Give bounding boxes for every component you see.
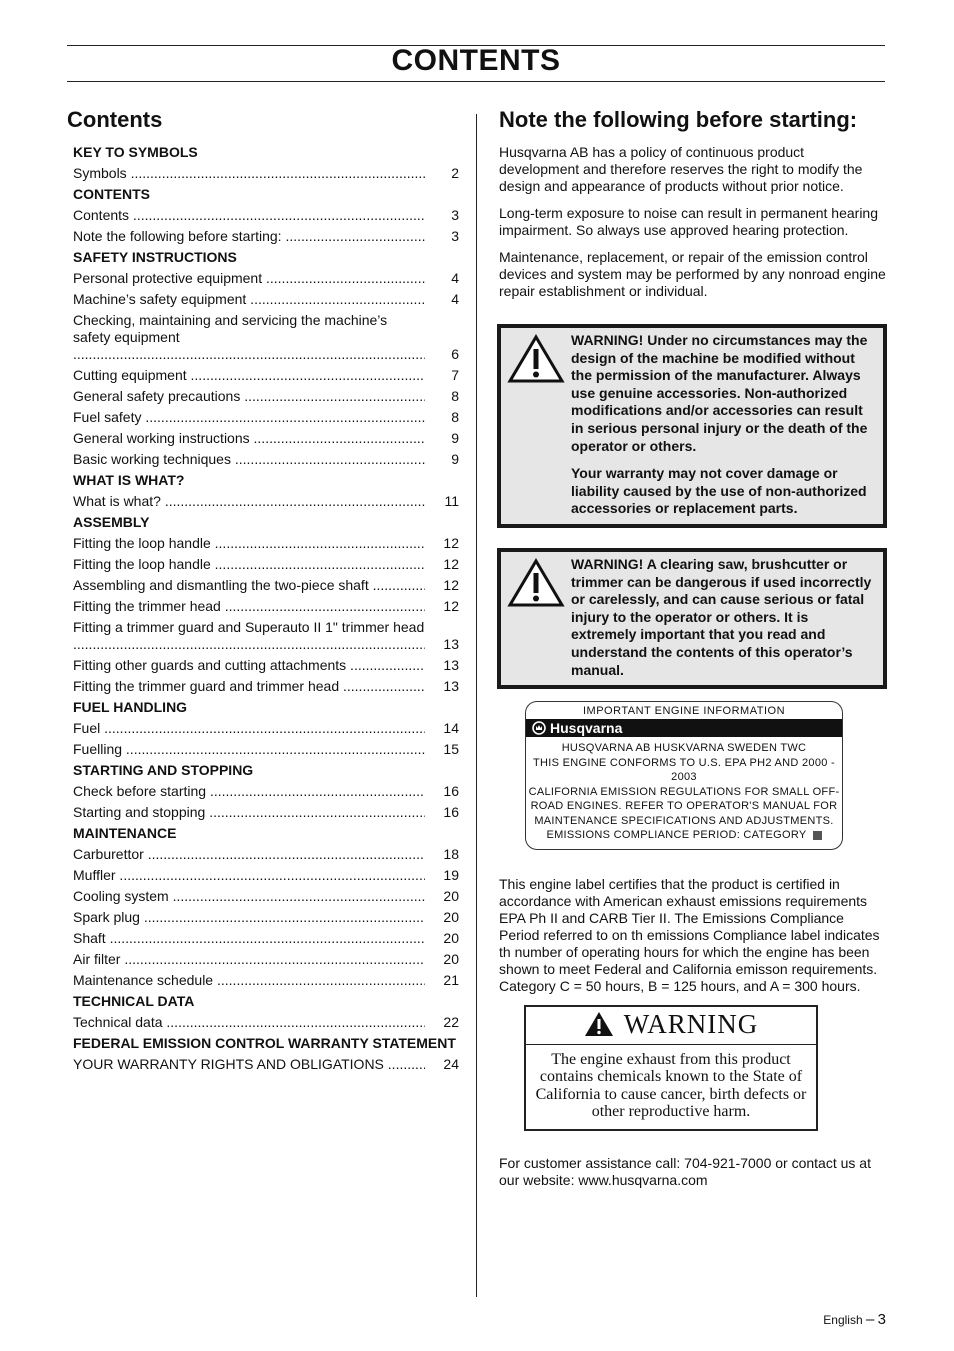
toc-entry-page: 4 [451, 270, 459, 286]
engine-label-category-row [526, 828, 842, 843]
toc-entry-page: 22 [443, 1014, 459, 1030]
maintenance-paragraph: Maintenance, replacement, or repair of the emission control devices and system may be performed by any nonroad engine repair establishment or individual. [499, 249, 886, 299]
noise-paragraph: Long-term exposure to noise can result in permanent hearing impairment. So always use approved hearing protection. [499, 205, 878, 238]
notes-column [499, 106, 887, 1199]
warning-text: WARNING! Under no circumstances may the design of the machine be modified without the permission of the manufacturer. Always use genuine accessories. Non-authorized modifications and/or accessories can result in serious personal injury or the death of the operator or others. [571, 332, 868, 454]
toc-entry-title: Assembling and dismantling the two-piece shaft ..... [73, 577, 425, 594]
table-of-contents [67, 144, 459, 1073]
toc-section-heading: FEDERAL EMISSION CONTROL WARRANTY STATEMENT [73, 1035, 456, 1051]
toc-entry [73, 846, 459, 863]
toc-entry [73, 972, 459, 989]
toc-entry-title: YOUR WARRANTY RIGHTS AND OBLIGATIONS ..... [73, 1056, 425, 1073]
policy-paragraph: Husqvarna AB has a policy of continuous product development and therefore reserves the right to modify the design and appearance of products without prior notice. [499, 144, 863, 194]
toc-entry-title: Cooling system ..... [73, 888, 425, 905]
toc-entry [73, 657, 459, 674]
toc-entry-title: Cutting equipment ..... [73, 367, 425, 384]
toc-entry-title: Starting and stopping ..... [73, 804, 425, 821]
toc-entry-title: Technical data ..... [73, 1014, 425, 1031]
engine-label-line: THIS ENGINE CONFORMS TO U.S. EPA PH2 AND 2000 - 2003 [532, 756, 835, 784]
toc-entry-title: General working instructions ..... [73, 430, 425, 447]
toc-entry [73, 535, 459, 552]
toc-entry [73, 291, 459, 308]
toc-entry-title: Machine’s safety equipment ..... [73, 291, 425, 308]
toc-entry-page: 24 [443, 1056, 459, 1072]
husqvarna-crown-logo-icon [532, 721, 546, 735]
warning-triangle-icon [584, 1011, 614, 1037]
notes-heading: Note the following before starting: [499, 107, 858, 132]
toc-entry [73, 165, 459, 182]
page-footer [823, 1311, 886, 1328]
toc-entry-title: Note the following before starting: ..... [73, 228, 425, 245]
warning-triangle-icon [507, 334, 565, 384]
toc-entry-title: Air filter ..... [73, 951, 425, 968]
toc-section-heading: FUEL HANDLING [73, 699, 188, 715]
toc-entry [73, 888, 459, 905]
toc-entry-page: 12 [443, 598, 459, 614]
toc-entry-title: Checking, maintaining and servicing the machine’s safety equipment ..... [73, 312, 425, 363]
toc-entry-page: 20 [443, 909, 459, 925]
california-prop65-warning [524, 1005, 818, 1131]
warning-triangle-icon [507, 558, 565, 608]
toc-heading: Contents [67, 107, 163, 132]
toc-entry-title: Fitting other guards and cutting attachments ..... [73, 657, 425, 674]
column-divider [476, 114, 477, 1297]
toc-entry-title: Symbols ..... [73, 165, 425, 182]
toc-section-heading: ASSEMBLY [73, 514, 150, 530]
toc-entry-page: 2 [451, 165, 459, 181]
toc-entry [73, 207, 459, 224]
toc-entry-title: Check before starting ..... [73, 783, 425, 800]
toc-entry [73, 228, 459, 245]
category-box [813, 831, 822, 840]
toc-entry-title: Contents ..... [73, 207, 425, 224]
toc-entry [73, 598, 459, 615]
toc-entry-page: 20 [443, 930, 459, 946]
toc-entry-page: 20 [443, 951, 459, 967]
engine-label-brand: Husqvarna [550, 720, 623, 737]
warning-text: WARNING! A clearing saw, brushcutter or trimmer can be dangerous if used incorrectly or carelessly, and can cause serious or fatal injury to the operator or others. It is extremely important that you read and understand the contents of this operator’s manual. [571, 555, 872, 678]
page-title: CONTENTS [391, 44, 561, 77]
toc-entry-page: 16 [443, 804, 459, 820]
footer-separator: – [865, 1311, 875, 1328]
toc-entry-page: 13 [443, 636, 459, 652]
toc-entry [73, 1056, 459, 1073]
toc-entry-title: General safety precautions ..... [73, 388, 425, 405]
toc-entry-page: 6 [451, 346, 459, 362]
toc-entry-page: 4 [451, 291, 459, 307]
toc-section-heading: CONTENTS [73, 186, 150, 202]
prop65-text: The engine exhaust from this product contains chemicals known to the State of California to cause cancer, birth defects or other reproductive harm. [535, 1050, 807, 1121]
toc-entry-page: 12 [443, 535, 459, 551]
toc-entry [73, 430, 459, 447]
toc-entry-title: Fitting a trimmer guard and Superauto II 1" trimmer head ..... [73, 619, 425, 653]
toc-entry-title: Fitting the trimmer guard and trimmer head ..... [73, 678, 425, 695]
engine-information-label [525, 701, 843, 850]
toc-section-heading: KEY TO SYMBOLS [73, 144, 198, 160]
engine-label-line: EMISSIONS COMPLIANCE PERIOD: CATEGORY [546, 829, 807, 842]
toc-entry-page: 3 [451, 228, 459, 244]
toc-entry-page: 9 [451, 451, 459, 467]
toc-entry [73, 909, 459, 926]
header-rule-bottom [67, 81, 885, 82]
toc-entry-page: 21 [443, 972, 459, 988]
engine-label-header: IMPORTANT ENGINE INFORMATION [582, 705, 786, 718]
toc-entry [73, 312, 459, 363]
toc-section-heading: STARTING AND STOPPING [73, 762, 254, 778]
toc-entry-title: Basic working techniques ..... [73, 451, 425, 468]
engine-label-paragraph: This engine label certifies that the product is certified in accordance with American exhaust emissions requirements EPA Ph II and CARB Tier II. The Emissions Compliance Period referred to on th emissions Compliance label indicates th number of operating hours for which the engine has been shown to meet Federal and California emisson requirements. Category C = 50 hours, B = 125 hours, and A = 300 hours. [499, 875, 880, 994]
toc-entry [73, 951, 459, 968]
toc-entry [73, 720, 459, 737]
toc-entry [73, 741, 459, 758]
toc-section-heading: WHAT IS WHAT? [73, 472, 185, 488]
toc-entry-page: 3 [451, 207, 459, 223]
toc-entry [73, 409, 459, 426]
toc-entry-page: 14 [443, 720, 459, 736]
toc-entry [73, 678, 459, 695]
toc-entry [73, 619, 459, 653]
toc-entry-title: Carburettor ..... [73, 846, 425, 863]
toc-entry-page: 13 [443, 678, 459, 694]
toc-entry-page: 19 [443, 867, 459, 883]
toc-entry-title: Fitting the loop handle ..... [73, 556, 425, 573]
toc-entry [73, 1014, 459, 1031]
toc-entry-page: 9 [451, 430, 459, 446]
toc-entry-title: What is what? ..... [73, 493, 425, 510]
toc-entry-page: 11 [444, 493, 459, 509]
toc-entry-page: 20 [443, 888, 459, 904]
toc-entry [73, 804, 459, 821]
toc-entry [73, 867, 459, 884]
footer-language: English [823, 1313, 863, 1327]
engine-label-line: HUSQVARNA AB HUSKVARNA SWEDEN TWC [561, 742, 807, 755]
toc-entry-title: Fuel ..... [73, 720, 425, 737]
toc-entry-title: Shaft ..... [73, 930, 425, 947]
toc-entry [73, 783, 459, 800]
toc-entry-page: 7 [451, 367, 459, 383]
engine-label-line: CALIFORNIA EMISSION REGULATIONS FOR SMALL OFF- [528, 785, 840, 798]
engine-label-line: MAINTENANCE SPECIFICATIONS AND ADJUSTMENTS. [534, 814, 834, 827]
toc-column [67, 106, 459, 1073]
toc-entry-page: 13 [443, 657, 459, 673]
engine-label-brand-bar [526, 719, 842, 737]
prop65-title: WARNING [623, 1008, 759, 1039]
toc-entry-page: 12 [443, 577, 459, 593]
toc-entry [73, 556, 459, 573]
toc-entry-page: 8 [451, 409, 459, 425]
toc-entry-page: 12 [443, 556, 459, 572]
toc-entry-title: Maintenance schedule ..... [73, 972, 425, 989]
toc-section-heading: MAINTENANCE [73, 825, 177, 841]
toc-entry-title: Muffler ..... [73, 867, 425, 884]
toc-entry [73, 930, 459, 947]
warranty-warning-text: Your warranty may not cover damage or liability caused by the use of non-authorized accessories or replacement parts. [571, 465, 867, 517]
toc-entry [73, 493, 459, 510]
prop65-header [526, 1007, 816, 1045]
warning-box-modification [497, 324, 887, 528]
toc-entry-page: 15 [443, 741, 459, 757]
toc-entry [73, 388, 459, 405]
toc-entry [73, 577, 459, 594]
engine-label-line: ROAD ENGINES. REFER TO OPERATOR'S MANUAL FOR [530, 800, 838, 813]
toc-section-heading: TECHNICAL DATA [73, 993, 195, 1009]
toc-entry-title: Fitting the trimmer head ..... [73, 598, 425, 615]
toc-entry-title: Fitting the loop handle ..... [73, 535, 425, 552]
page-number: 3 [877, 1311, 886, 1328]
toc-entry-title: Fuel safety ..... [73, 409, 425, 426]
toc-entry-title: Personal protective equipment ..... [73, 270, 425, 287]
toc-entry-page: 18 [443, 846, 459, 862]
warning-box-danger [497, 548, 887, 689]
toc-entry-page: 16 [443, 783, 459, 799]
toc-entry [73, 367, 459, 384]
toc-entry-title: Fuelling ..... [73, 741, 425, 758]
toc-entry-page: 8 [451, 388, 459, 404]
toc-entry [73, 451, 459, 468]
customer-assistance: For customer assistance call: 704-921-7000 or contact us at our website: www.husqvarna.com [499, 1154, 871, 1188]
toc-entry-title: Spark plug ..... [73, 909, 425, 926]
toc-entry [73, 270, 459, 287]
toc-section-heading: SAFETY INSTRUCTIONS [73, 249, 237, 265]
